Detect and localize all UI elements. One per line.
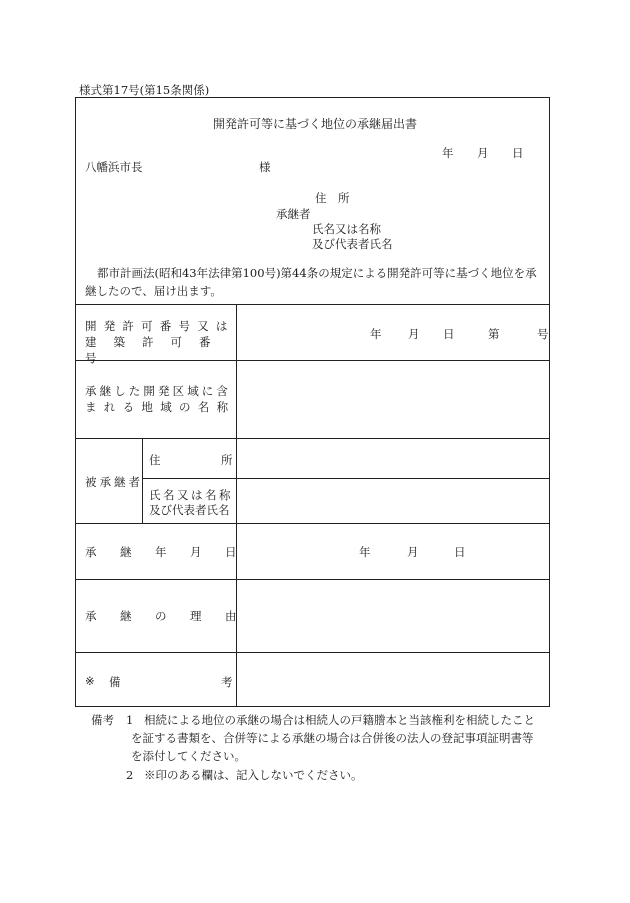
predecessor-name-label-2: 及び代表者氏名 <box>149 503 230 517</box>
permit-month: 月 <box>408 327 420 341</box>
applicant-role-label: 承継者 <box>276 207 311 221</box>
applicant-address-label: 住 所 <box>315 191 350 205</box>
predecessor-label: 被承継者 <box>85 475 143 489</box>
row-divider <box>75 304 550 305</box>
reason-label: 承継の理由 <box>85 609 260 623</box>
note-1-number: 1 <box>126 713 134 727</box>
date-month: 月 <box>477 146 489 160</box>
row-divider <box>142 478 550 479</box>
remarks-label-2: 考 <box>221 675 233 689</box>
addressee-name: 八幡浜市長 <box>85 160 143 174</box>
permit-label-text-2: 建築許可番号 <box>85 335 228 365</box>
note-2-text: ※印のある欄は、記入しないでください。 <box>144 768 363 782</box>
row-divider <box>75 523 550 524</box>
succession-day: 日 <box>454 545 466 559</box>
statement-text: 都市計画法(昭和43年法律第100号)第44条の規定による開発許可等に基づく地位を承継したので、届け出ます。 <box>85 266 537 298</box>
remarks-label-1: 備 <box>109 675 121 689</box>
applicant-rep-label: 及び代表者氏名 <box>312 237 393 251</box>
note-2-number: 2 <box>126 768 134 782</box>
predecessor-address-label-2: 所 <box>221 453 233 467</box>
note-1-line1: 相続による地位の承継の場合は相続人の戸籍謄本と当該権利を相続したこと <box>144 713 535 727</box>
permit-label-line2 <box>85 334 231 366</box>
remarks-mark: ※ <box>85 674 95 688</box>
applicant-name-label: 氏名又は名称 <box>312 222 381 236</box>
notes-heading: 備考 <box>91 713 114 727</box>
area-label-line2: まれる地域の名称 <box>85 400 236 414</box>
addressee-honorific: 様 <box>259 160 271 174</box>
date-year: 年 <box>442 146 454 160</box>
row-divider <box>75 438 550 439</box>
permit-dai: 第 <box>488 327 500 341</box>
date-day: 日 <box>512 146 524 160</box>
permit-day: 日 <box>443 327 455 341</box>
permit-label-line1 <box>85 318 235 334</box>
form-title: 開発許可等に基づく地位の承継届出書 <box>212 117 417 131</box>
succession-date-label: 承継年月日 <box>85 545 260 559</box>
note-1-line3: を添付してください。 <box>131 749 246 763</box>
predecessor-address-label-1: 住 <box>149 453 161 467</box>
form-number: 様式第17号(第15条関係) <box>79 83 210 97</box>
permit-year: 年 <box>370 327 382 341</box>
predecessor-name-label-1: 氏名又は名称 <box>149 488 233 502</box>
area-label-line1: 承継した開発区域に含 <box>85 384 231 398</box>
succession-month: 月 <box>407 545 419 559</box>
permit-go: 号 <box>537 327 549 341</box>
succession-year: 年 <box>359 545 371 559</box>
row-divider <box>75 579 550 580</box>
note-1-line2: を証する書類を、合併等による承継の場合は合併後の法人の登記事項証明書等 <box>131 731 534 745</box>
row-divider <box>75 652 550 653</box>
permit-label-text-1: 開発許可番号又は <box>85 319 235 333</box>
